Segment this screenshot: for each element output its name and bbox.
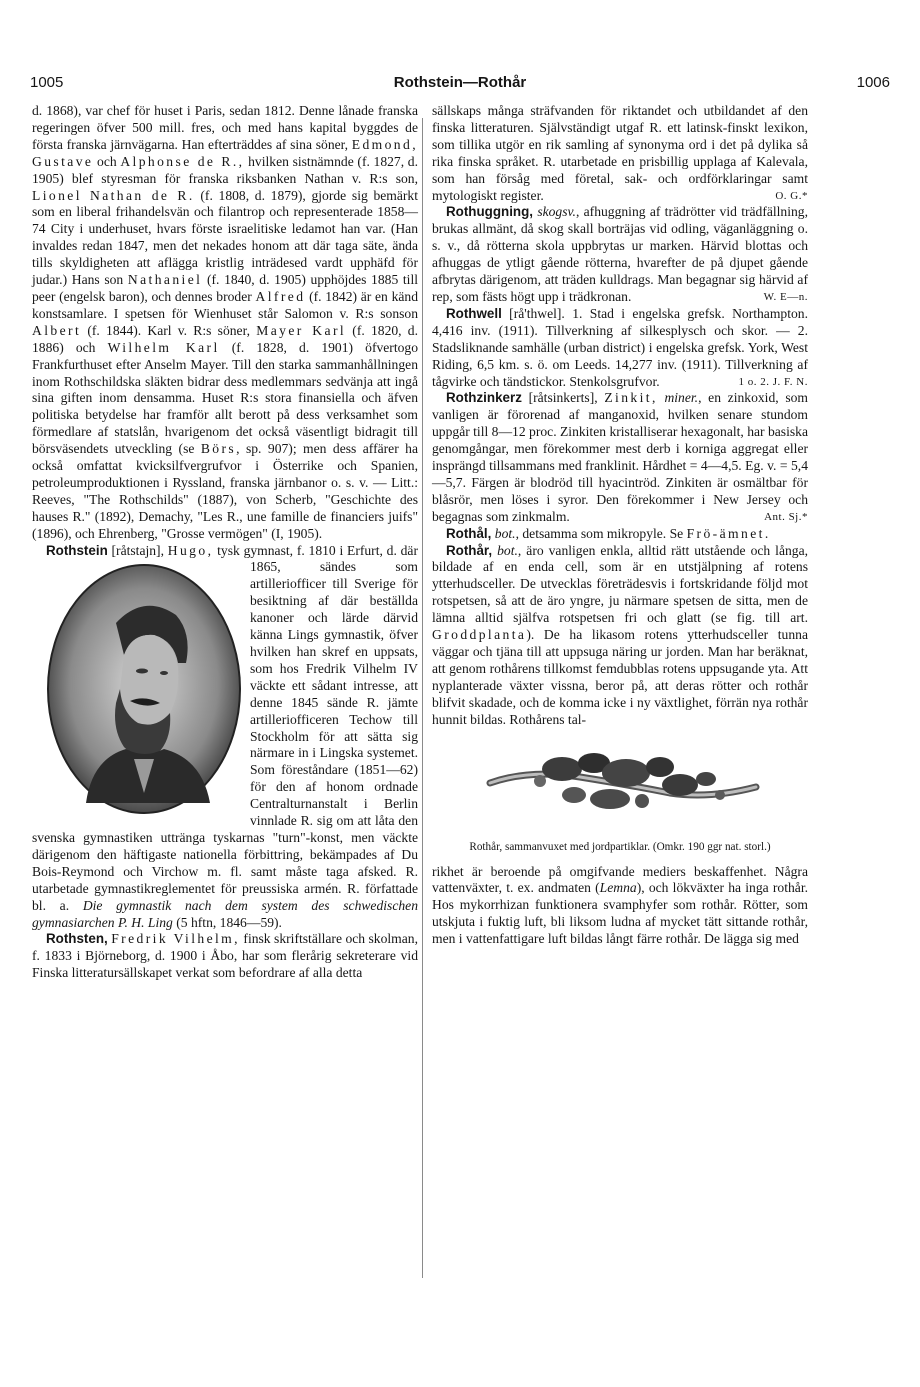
name-hugo: Hugo, xyxy=(167,542,214,558)
entry-rothuggning: Rothuggning, skogsv., afhuggning af trädrötter vid trädfällning, brukas allmänt, då skog skall borträjas vid odling, väganläggning o. s. v., då rötterna skola uppbrytas ur marken. Härvid blottas och afhuggas de ytligt gående rötterna, hvarefter de på djupet gående afbrytas därigenom, att träden kulldrags. Man begagnar sig härvid af rep, som fästs högt upp i trädkronan. W. E—n. xyxy=(432,204,809,304)
entry-rothstein-hugo: Rothstein [råtstajn], Hugo, tysk gymnast, f. 1810 i Erfurt, d. där 1865, sändes som artilleriofficer till Sverige för besiktning af där beställda kanoner och lärde därvid känna Lings gymnastik, öfver hvilken han skref en uppsats, som hos Fredrik Vilhelm IV väckte ett sådant intresse, att denne 1845 sände R. jämte artilleriofficeren Techow till Stockholm för att sätta sig närmare in i Lingska systemet. Som föreståndare (1851—62) för den af honom ordnade Centralturnanstalt i Berlin vinnlade R. sig om att låta den svenska gymnastiken utträngа tyskarnas "turn"-konst, men väckte därigenom den häftigaste nationella förbittring, bekämpades af Du Bois-Reymond och Virchow m. fl. samt måste taga afsked. R. utarbetade gymnastikreglementet för preussiska armén. R. författade bl. a. Die gymnastik nach dem system des schwedischen gymnasiarchen P. H. Ling (5 hftn, 1846—59). xyxy=(32,542,418,930)
rothsten-continuation: sällskaps många sträfvanden för riktandet och utbildandet af den finska litteraturen. Självständigt utgaf R. ett latinsk-finskt lexikon, som tillika utgör en rik samling af synonyma ord i det på dylika så rika finska språket. R. utarbetade en prisbillig upplaga af Kalevala, som han försåg med företal, sak- och ordförklaringar samt mytologiskt register. O. G.* xyxy=(432,103,808,203)
name-lionel: Lionel Nathan de R. xyxy=(32,187,195,203)
name-zinkit: Zinkit, xyxy=(604,390,658,406)
root-hair-figure xyxy=(432,739,808,835)
running-title: Rothstein—Rothår xyxy=(393,74,527,91)
name-alfred: Alfred xyxy=(255,288,306,304)
signature-we: W. E—n. xyxy=(763,290,808,303)
rothschild-continuation: d. 1868), var chef för huset i Paris, sedan 1812. Denne lånade franska regeringen öfver 500 mill. fres, och med hans kapital byggdes de första franska järnvägarna. Han efterträddes af sina söner, Edmond, Gustave och Alphonse de R., hvilken sistnämnde (f. 1827, d. 1905) blef styresman för franska riksbanken Nathan v. R:s son, Lionel Nathan de R. (f. 1808, d. 1879), gjorde sig bemärkt som en liberal frihandelsvän och filantrop och representerade 1858—74 City i underhuset, hvars förste israelitiske ledamot han var. (Han invaldes redan 1847, men det nekades honom att där taga säte, ända tills skyldigheten att aflägga kristlig inträdesed vardt upphäfd för judar.) Hans son Nathaniel (f. 1840, d. 1905) upphöjdes 1885 till peer (engelsk baron), och dennes broder Alfred (f. 1842) är en känd konstsamlare. I spetsen för Wienhuset står Salomon v. R:s sonson Albert (f. 1844). Karl v. R:s söner, Mayer Karl (f. 1820, d. 1886) och Wilhelm Karl (f. 1828, d. 1901) öfvertogo Frankfurthuset efter Anselm Mayer. Till den starka sammanhållningen inom Rothschildska släkten bidrar dess medlemmars sedvänja att ingå sina giften inom densamma. Huset R:s stora finansiella och äfven politiska betydelse har framför allt berott på dess verksamhet som förmedlare af statslån, hvarigenom det också väsentligt bidragit till börsväsendets utveckling (se Börs, sp. 907); men dess affärer ha också omfattat kvicksilfvergrufvor i Österrike och Spanien, petroleumproduktionen i Ryssland, franska järnbanor o. s. v. — Litt.: Reeves, "The Rothschilds" (1887), von Scherb, "Geschichte des hauses R." (1892), Demachy, "Les R., une famille de financiers juifs" (1896), och Ehrenberg, "Grosse vermögen" (I, 1905). xyxy=(32,103,419,541)
portrait-hugo-rothstein xyxy=(46,563,242,815)
page-header xyxy=(30,74,890,96)
name-wilhelm: Wilhelm Karl xyxy=(107,339,220,355)
entry-rothar: Rothår, bot., äro vanligen enkla, alltid rätt utstående och långa, bildade af en enda cell, som är en utstjälpning af rotens ytterhudsceller. De utvecklas företrädesvis i fortskridande följd mot rotspetsen, så att de äro yngre, ju närmare spetsen de sitta, men de lämna alltid själfva rotspetsen fri och glatt (se fig. till art. Groddplanta). De ha likasom rotens ytterhudsceller tunna väggar och tjäna till att uppsuga näring ur jorden. Man har beräknat, att genom rothårens tillkomst femdubblas rotens uppsugande yta. Att nyplanterade växter vissna, beror på, att deras rötter och rothår blifvit skadade, och de komma icke i ny växtlighet, förrän nya rothår hunnit bildas. Rothårens tal- xyxy=(432,542,809,727)
headword-rothal: Rothål, xyxy=(446,525,492,541)
headword-rothwell: Rothwell xyxy=(446,305,502,321)
figure-caption: Rothår, sammanvuxet med jordpartiklar. (Omkr. 190 ggr nat. storl.) xyxy=(469,840,771,853)
name-albert: Albert xyxy=(32,322,82,338)
crossref-groddplanta: Groddplanta xyxy=(432,627,527,643)
name-alphonse: Alphonse de R., xyxy=(120,153,245,169)
signature-jfn: 1 o. 2. J. F. N. xyxy=(738,375,808,388)
book-title-gymnastik: Die gymnastik nach dem system des schwedischen gymnasiarchen P. H. Ling xyxy=(32,897,418,930)
name-edmond: Edmond, Gustave xyxy=(32,136,418,169)
entry-rothsten-fredrik: Rothsten, Fredrik Vilhelm, finsk skriftställare och skolman, f. 1833 i Björneborg, d. 1900 i Åbo, har som flerårig sekreterare vid Finska litteratursällskapet verkat som befordrare af alla detta xyxy=(32,931,418,981)
entry-rothal: Rothål, bot., detsamma som mikropyle. Se Frö-ämnet. xyxy=(446,525,771,541)
rothar-continuation: rikhet är beroende på omgifvande mediers beskaffenhet. Några vattenväxter, t. ex. andmaten (Lemna), och lökväxter ha inga rothår. Hos mykorrhizan funktionera svamphyfer som rothår. Rötter, som utskjuta i fuktig luft, bli liksom ludna af mycket tätt sittande rothår, men i vattenfattigare luft bildas långt färre rothår. De lägga sig med xyxy=(432,863,808,947)
left-column xyxy=(32,103,418,982)
name-mayer: Mayer Karl xyxy=(256,322,347,338)
name-fredrik: Fredrik Vilhelm, xyxy=(111,931,240,947)
column-divider xyxy=(422,118,423,1278)
page-number-left: 1005 xyxy=(30,74,64,91)
page-number-right: 1006 xyxy=(856,74,890,91)
crossref-bors: Börs xyxy=(200,441,237,457)
headword-rothsten: Rothsten, xyxy=(46,931,108,947)
root-hair-illustration xyxy=(470,739,770,835)
signature-og: O. G.* xyxy=(775,189,808,202)
headword-rothzinkerz: Rothzinkerz xyxy=(446,390,522,406)
signature-antsj: Ant. Sj.* xyxy=(764,510,808,523)
headword-rothuggning: Rothuggning, xyxy=(446,204,534,220)
entry-rothwell: Rothwell [rå'thwel]. 1. Stad i engelska grefsk. Northampton. 4,416 inv. (1911). Tillverkning af silkesplysch och skor. — 2. Stadsliknande samhälle (urban district) i engelska grefsk. York, West Riding, 6,5 km. s. ö. om Leeds. 14,277 inv. (1911). Tillverkning af tågvirke och tändstickor. Stenkolsgrufvor. 1 o. 2. J. F. N. xyxy=(432,305,808,389)
headword-rothar: Rothår, xyxy=(446,542,493,558)
crossref-fro: Frö-ämnet. xyxy=(686,525,771,541)
entry-rothzinkerz: Rothzinkerz [råtsinkerts], Zinkit, miner., en zinkoxid, som vanligen är förorenad af manganoxid, hvilken senare stundom uppgår till 8—12 proc. Zinkiten kristalliserar hexagonalt, har basiska genomgångar, men förekommer mest derb i korniga aggregat eller insprängd tillsammans med franklinit. Hårdhet = 4—4,5. Eg. v. = 5,4—5,7. Färgen är blodröd till hyacintröd. Zinkiten är osmältbar för blåsrör, men löses i syror. Den förekommer i New Jersey och begagnas som zinkmalm. Ant. Sj.* xyxy=(432,390,808,524)
headword-rothstein: Rothstein xyxy=(46,542,108,558)
right-column xyxy=(432,103,808,948)
name-nathaniel: Nathaniel xyxy=(127,272,203,288)
